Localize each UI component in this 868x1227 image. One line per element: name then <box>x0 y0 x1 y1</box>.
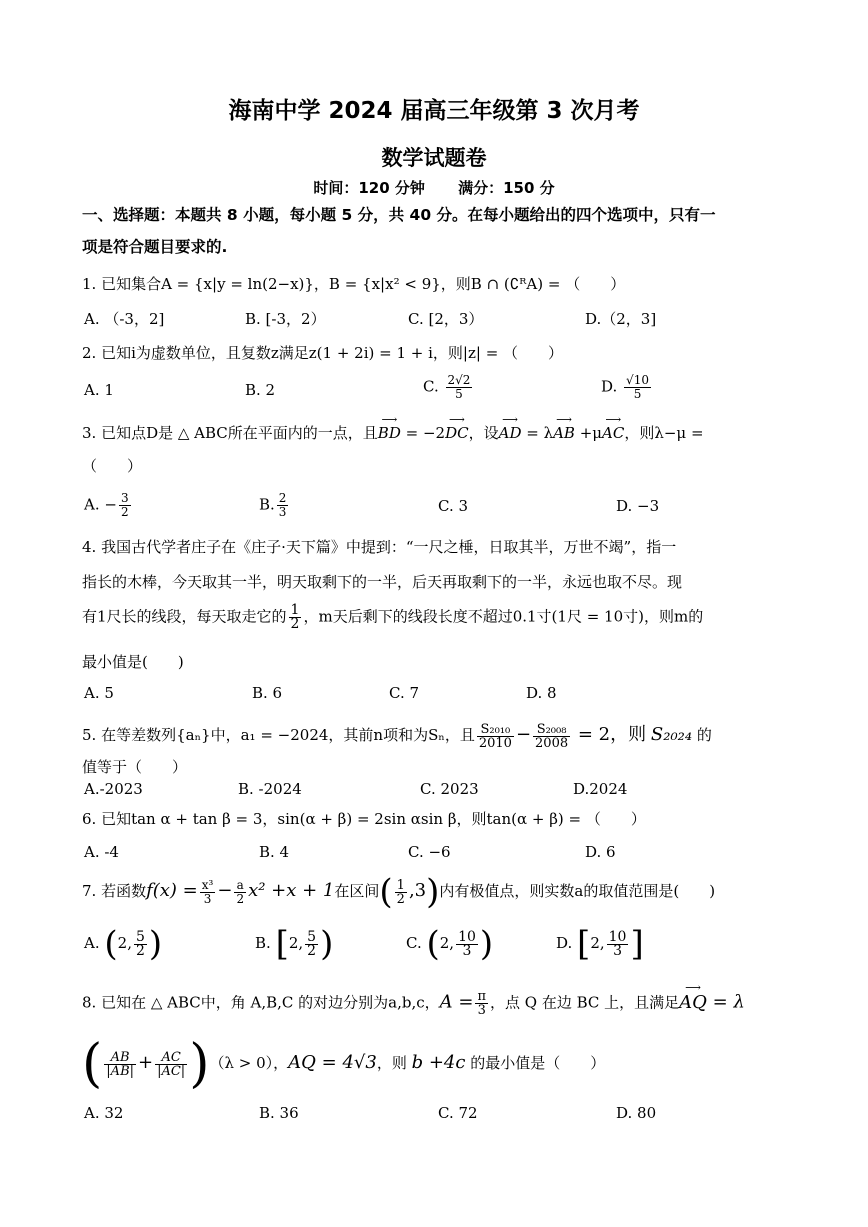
section-heading-line2: 项是符合题目要求的. <box>82 238 228 256</box>
q4-line1: 4. 我国古代学者庄子在《庄子·天下篇》中提到：“一尺之棰，日取其半，万世不竭”，指一 <box>82 538 677 556</box>
q3-option-b: B. $\frac{2}{3}$ <box>259 491 287 519</box>
q8-stem-line2: ( $\frac{AB}{|AB|}$ + $\frac{AC}{|AC|}$ )（λ > 0），AQ = 4√3，则 b +4c 的最小值是（ ） <box>82 1034 606 1094</box>
q2-stem: 2. 已知i为虚数单位，且复数z满足z(1 + 2i) = 1 + i，则|z| = （ ） <box>82 344 564 362</box>
q2-option-d-label: D. <box>601 377 618 396</box>
vector-dc: ⟶ DC <box>445 424 469 442</box>
q2-option-a: A. 1 <box>84 381 114 399</box>
q5-option-b: B. -2024 <box>238 780 302 798</box>
vector-bd: ⟶ BD <box>378 424 401 442</box>
vector-ab: ⟶ AB <box>553 424 575 442</box>
q1-option-c: C. [2，3） <box>408 310 484 328</box>
q8-option-a: A. 32 <box>84 1104 124 1122</box>
q7-option-b: B. [2, $\frac{5}{2}$ ) <box>255 924 334 964</box>
q6-stem: 6. 已知tan α + tan β = 3，sin(α + β) = 2sin αsin β，则tan(α + β) = （ ） <box>82 810 646 828</box>
q2-option-c-label: C. <box>423 377 439 396</box>
exam-score: 满分：150 分 <box>458 179 555 197</box>
q6-option-d: D. 6 <box>585 843 616 861</box>
q2-option-b: B. 2 <box>245 381 276 399</box>
q8-stem-line1: 8. 已知在 △ ABC中，角 A,B,C 的对边分别为a,b,c，A = $\frac{\pi}{3}$ ，点 Q 在边 BC 上，且满足⟶ AQ = λ <box>82 990 790 1017</box>
q4-line3: 有1尺长的线段，每天取走它的 $\frac{1}{2}$ ，m天后剩下的线段长度不超过0.1寸(1尺 = 10寸)，则m的 <box>82 602 704 632</box>
q5-stem: 5. 在等差数列{aₙ}中，a₁ = −2024，其前n项和为Sₙ，且 $\frac{\text{S₂₀₁₀}}{2010}$ − $\frac{\text{S₂₀₀₈}}{2008}$ = 2，则 S₂₀₂₄ 的 <box>82 721 712 751</box>
q4-line2: 指长的木棒，今天取其一半，明天取剩下的一半，后天再取剩下的一半，永远也取不尽。现 <box>82 573 683 591</box>
vector-aq: ⟶ AQ <box>679 992 707 1013</box>
q4-option-d: D. 8 <box>526 684 557 702</box>
exam-subtitle: 数学试题卷 <box>381 146 487 170</box>
exam-time: 时间：120 分钟 <box>313 179 425 197</box>
q5-option-d: D.2024 <box>573 780 628 798</box>
q3-option-d: D. −3 <box>616 497 660 515</box>
q3-paren: （ ） <box>82 457 143 475</box>
q2-option-c-fraction: $\frac{2√2}{5}$ <box>447 373 471 401</box>
q6-option-a: A. -4 <box>84 843 119 861</box>
q1-option-d: D.（2，3] <box>585 310 657 328</box>
q2-option-d <box>601 374 653 401</box>
exam-title: 海南中学 2024 届高三年级第 3 次月考 <box>228 98 640 124</box>
q2-option-c <box>423 374 474 401</box>
q8-option-b: B. 36 <box>259 1104 299 1122</box>
q5-option-c: C. 2023 <box>420 780 479 798</box>
q4-option-b: B. 6 <box>252 684 283 702</box>
q6-option-b: B. 4 <box>259 843 290 861</box>
q1-stem: 1. 已知集合A = {x|y = ln(2−x)}，B = {x|x² < 9}，则B ∩ (∁ᴿA) = （ ） <box>82 275 626 293</box>
q7-option-d: D. [2, $\frac{10}{3}$ ] <box>556 924 644 964</box>
section-heading <box>82 199 790 263</box>
section-heading-line1: 一、选择题：本题共 8 小题，每小题 5 分，共 40 分。在每小题给出的四个选项中，只有一 <box>82 206 716 224</box>
q2-option-d-fraction: $\frac{√10}{5}$ <box>626 373 649 401</box>
exam-info <box>0 177 868 198</box>
q8-option-c: C. 72 <box>438 1104 478 1122</box>
q3-option-a: A. − $\frac{3}{2}$ <box>84 491 129 519</box>
q8-option-d: D. 80 <box>616 1104 657 1122</box>
q6-option-c: C. −6 <box>408 843 451 861</box>
q7-stem: 7. 若函数f(x) = $\frac{\text{x³}}{3}$ − $\frac{a}{2}$ x² +x + 1在区间( $\frac{1}{2}$ ,3)内有极值点，则实数a的取值范围是( ) <box>82 872 716 912</box>
q7-option-a: A. (2, $\frac{5}{2}$ ) <box>84 924 163 964</box>
q7-option-c: C. (2, $\frac{10}{3}$ ) <box>406 924 494 964</box>
q3-stem: 3. 已知点D是 △ ABC所在平面内的一点，且⟶ BD = −2⟶ DC，设⟶ AD = λ⟶ AB +μ⟶ AC，则λ−μ = <box>82 422 790 443</box>
vector-ad: ⟶ AD <box>499 424 522 442</box>
q1-option-a: A. （-3，2] <box>84 310 165 328</box>
q4-line4: 最小值是( ) <box>82 653 184 671</box>
q5-option-a: A.-2023 <box>84 780 143 798</box>
q4-option-c: C. 7 <box>389 684 420 702</box>
q3-option-c: C. 3 <box>438 497 469 515</box>
q1-option-b: B. [-3，2） <box>245 310 326 328</box>
q4-option-a: A. 5 <box>84 684 114 702</box>
vector-ac: ⟶ AC <box>602 424 624 442</box>
q5-line2: 值等于（ ） <box>82 758 188 776</box>
